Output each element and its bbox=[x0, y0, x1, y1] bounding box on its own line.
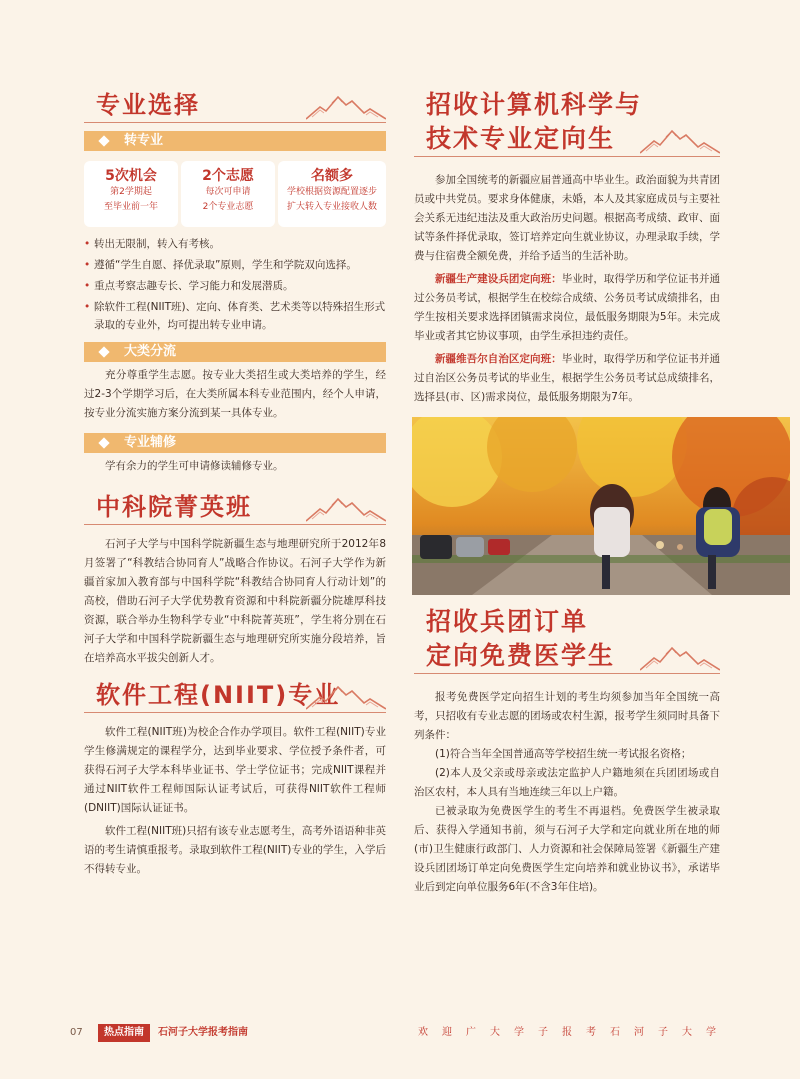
list-item: • 转出无限制，转入有考核。 bbox=[84, 235, 386, 253]
transfer-stats bbox=[84, 161, 386, 227]
diamond-icon bbox=[98, 346, 109, 357]
cs-title-line: 技术专业定向生 bbox=[426, 124, 616, 153]
subheading-category bbox=[84, 342, 386, 362]
xinjiang-text: 毕业时，取得学历和学位证书并通过自治区公务员考试的毕业生，根据学生公务员考试总成绩排名，选择县(市、区)需求岗位，最低服务期限为7年。 bbox=[414, 353, 721, 403]
niit-paragraph: 软件工程(NIIT班)只招有该专业志愿考生，高考外语语种非英语的考生请慎重报考。录取到软件工程(NIIT)专业的学生，入学后不得转专业。 bbox=[84, 825, 386, 875]
medical-outro: 已被录取为免费医学生的考生不再退档。免费医学生被录取后、获得入学通知书前，须与石河子大学和定向就业所在地的师(市)卫生健康行政部门、人力资源和社会保障局签署《新疆生产建设兵团团场订单定向免费医学生定向培养和就业协议书》，承诺毕业后到定向单位服务6年(不含3年住培)。 bbox=[414, 805, 720, 893]
medical-intro: 报考免费医学定向招生计划的考生均须参加当年全国统一高考，只招收有专业志愿的团场或农村生源，报考学生须同时具备下列条件： bbox=[414, 691, 720, 741]
mountain-icon bbox=[306, 683, 386, 711]
stat-value: 名额多 bbox=[311, 168, 353, 184]
section-title-cs-directed bbox=[414, 88, 720, 157]
xinjiang-paragraph bbox=[414, 350, 720, 407]
cs-title-line: 招收计算机科学与 bbox=[426, 90, 643, 119]
minor-heading: 专业辅修 bbox=[124, 435, 177, 450]
section-title-niit bbox=[84, 678, 386, 713]
major-selection-title: 专业选择 bbox=[96, 91, 200, 119]
diamond-icon bbox=[98, 135, 109, 146]
diamond-icon bbox=[98, 437, 109, 448]
corps-paragraph bbox=[414, 270, 720, 346]
transfer-rules-list bbox=[84, 235, 386, 334]
stat-note: 扩大转入专业接收人数 bbox=[286, 202, 377, 212]
mountain-icon bbox=[640, 644, 720, 672]
stat-note: 2个专业志愿 bbox=[202, 202, 254, 212]
mountain-icon bbox=[640, 127, 720, 155]
stat-value: 5次机会 bbox=[105, 168, 157, 184]
subheading-minor bbox=[84, 433, 386, 453]
page-footer bbox=[70, 1024, 730, 1042]
list-item: • 遵循“学生自愿、择优录取”原则，学生和学院双向选择。 bbox=[84, 256, 386, 274]
corps-label: 新疆生产建设兵团定向班： bbox=[435, 273, 562, 285]
stat-note: 每次可申请 bbox=[205, 187, 251, 197]
right-column bbox=[414, 88, 720, 897]
category-text: 充分尊重学生志愿。按专业大类招生或大类培养的学生，经过2-3个学期学习后，在大类所属本科专业范围内，经个人申请，按专业分流实施方案分流到某一具体专业。 bbox=[84, 369, 386, 419]
stat-value: 2个志愿 bbox=[202, 168, 254, 184]
medical-title-line: 定向免费医学生 bbox=[426, 641, 616, 670]
left-column bbox=[84, 88, 386, 879]
list-item: • 重点考察志趣专长、学习能力和发展潜质。 bbox=[84, 277, 386, 295]
medical-condition: (2)本人及父亲或母亲或法定监护人户籍地须在兵团团场或自治区农村，本人具有当地连续三年以上户籍。 bbox=[414, 767, 720, 798]
list-item: • 除软件工程(NIIT班)、定向、体育类、艺术类等以特殊招生形式录取的专业外，均可提出转专业申请。 bbox=[84, 298, 386, 334]
section-title-major-selection bbox=[84, 88, 386, 123]
welcome-slogan: 欢迎广大学子报考石河子大学 bbox=[418, 1027, 730, 1038]
transfer-heading: 转专业 bbox=[124, 133, 164, 148]
stat-card-quota bbox=[278, 161, 386, 227]
campus-photo bbox=[412, 417, 790, 595]
stat-note: 第2学期起 bbox=[110, 187, 152, 197]
niit-title: 软件工程(NIIT)专业 bbox=[96, 681, 341, 709]
guide-title: 石河子大学报考指南 bbox=[158, 1027, 248, 1038]
mountain-icon bbox=[306, 495, 386, 523]
cas-elite-text: 石河子大学与中国科学院新疆生态与地理研究所于2012年8月签署了“科教结合协同育人”战略合作协议。石河子大学作为新疆首家加入教育部与中国科学院“科教结合协同育人行动计划”的高校，借助石河子大学优势教育资源和中科院新疆分院雄厚科技资源，联合举办生物科学专业“中科院菁英班”，学生将分别在石河子大学和中国科学院新疆生态与地理研究所实施分段培养，旨在培养高水平拔尖创新人才。 bbox=[84, 538, 386, 664]
stat-card-choices bbox=[181, 161, 275, 227]
section-title-medical bbox=[414, 605, 720, 674]
cs-intro: 参加全国统考的新疆应届普通高中毕业生。政治面貌为共青团员或中共党员。要求身体健康，未婚，本人及其家庭成员与主要社会关系无违纪违法及重大政治历史问题。根据高考成绩、政审、面试等条件择优录取，签订培养定向生就业协议，办理录取手续，学费与住宿费全额免费，并给予适当的生活补助。 bbox=[414, 174, 720, 262]
xinjiang-label: 新疆维吾尔自治区定向班： bbox=[435, 353, 562, 365]
medical-condition: (1)符合当年全国普通高等学校招生统一考试报名资格； bbox=[435, 748, 692, 760]
mountain-icon bbox=[306, 93, 386, 121]
niit-paragraph: 软件工程(NIIT班)为校企合作办学项目。软件工程(NIIT)专业学生修满规定的课程学分，达到毕业要求、学位授予条件者，可获得石河子大学本科毕业证书、学士学位证书；完成NIIT课程并通过NIIT软件工程师国际认证考试后，可获得NIIT软件工程师(DNIIT)国际认证证书。 bbox=[84, 726, 386, 814]
category-heading: 大类分流 bbox=[124, 344, 177, 359]
section-title-cas-elite bbox=[84, 490, 386, 525]
subheading-transfer bbox=[84, 131, 386, 151]
stat-card-chances bbox=[84, 161, 178, 227]
campus-autumn-photo bbox=[412, 417, 790, 595]
medical-title-line: 招收兵团订单 bbox=[426, 607, 589, 636]
stat-note: 学校根据资源配置逐步 bbox=[286, 187, 377, 197]
section-tag: 热点指南 bbox=[98, 1024, 150, 1042]
page-number: 07 bbox=[70, 1027, 83, 1038]
minor-text: 学有余力的学生可申请修读辅修专业。 bbox=[105, 460, 284, 472]
cas-elite-title: 中科院菁英班 bbox=[96, 493, 252, 521]
corps-text: 毕业时，取得学历和学位证书并通过公务员考试，根据学生在校综合成绩、公务员考试成绩排名，由学生按相关要求选择团镇需求岗位，最低服务期限为5年。未完成毕业或者其它协议事项，由学生承担违约责任。 bbox=[414, 273, 721, 342]
stat-note: 至毕业前一年 bbox=[103, 202, 158, 212]
